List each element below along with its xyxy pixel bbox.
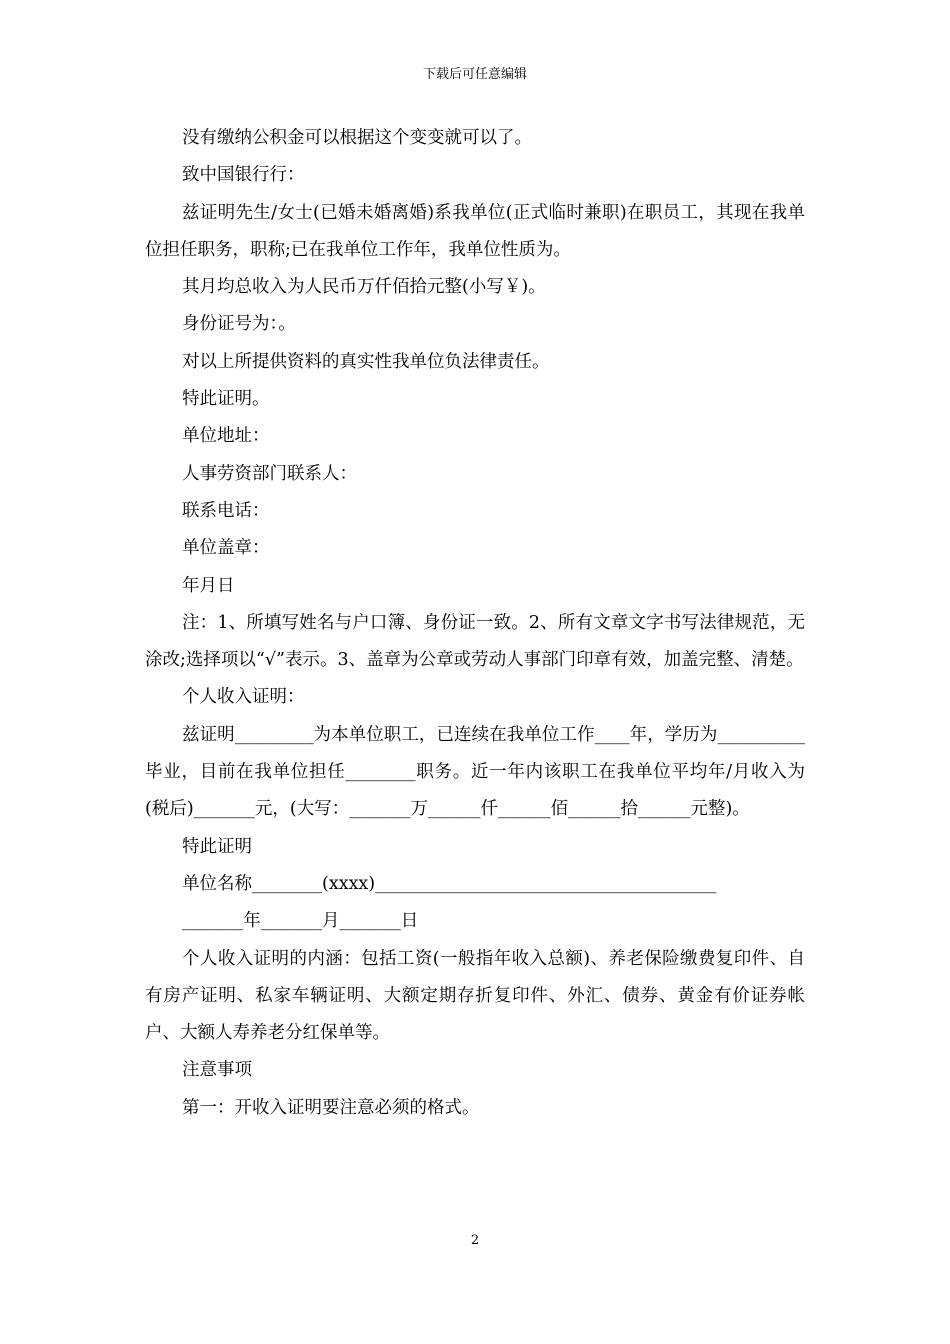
paragraph: 特此证明 xyxy=(182,836,252,857)
paragraph: 特此证明。 xyxy=(182,389,270,410)
paragraph: 身份证号为：。 xyxy=(182,314,296,335)
header-note: 下载后可任意编辑 xyxy=(422,67,527,82)
paragraph: _______年_______月_______日 xyxy=(182,911,419,932)
paragraph: 个人收入证明： xyxy=(182,687,305,708)
paragraph: 其月均总收入为人民币万仟佰拾元整(小写￥)。 xyxy=(182,277,546,298)
paragraph: 个人收入证明的内涵：包括工资(一般指年收入总额)、养老保险缴费复印件、自有房产证明、私家车辆证明、大额定期存折复印件、外汇、债券、黄金有价证券帐户、大额人寿养老分红保单等。 xyxy=(145,948,805,1044)
paragraph: 兹证明先生/女士(已婚未婚离婚)系我单位(正式临时兼职)在职员工，其现在我单位担任职务，职称;已在我单位工作年，我单位性质为。 xyxy=(145,202,805,260)
paragraph: 对以上所提供资料的真实性我单位负法律责任。 xyxy=(182,351,550,372)
paragraph: 单位名称________(xxxx)_______________________________________ xyxy=(182,873,717,894)
paragraph: 单位地址： xyxy=(182,426,270,447)
page-footer xyxy=(0,1232,950,1250)
paragraph: 年月日 xyxy=(182,575,235,596)
page-header xyxy=(0,66,950,84)
paragraph: 没有缴纳公积金可以根据这个变变就可以了。 xyxy=(182,128,532,148)
page-number: 2 xyxy=(470,1233,480,1248)
document-body xyxy=(145,120,805,1127)
paragraph: 联系电话： xyxy=(182,500,270,521)
paragraph: 单位盖章： xyxy=(182,538,270,559)
paragraph: 人事劳资部门联系人： xyxy=(182,463,357,484)
paragraph: 注意事项 xyxy=(182,1060,252,1081)
paragraph: 致中国银行行： xyxy=(182,165,305,186)
paragraph: 注：1、所填写姓名与户口簿、身份证一致。2、所有文章文字书写法律规范，无涂改;选择项以“√”表示。3、盖章为公章或劳动人事部门印章有效，加盖完整、清楚。 xyxy=(145,612,805,671)
paragraph: 兹证明_________为本单位职工，已连续在我单位工作____年，学历为__________毕业，目前在我单位担任________职务。近一年内该职工在我单位平均年/月收入为(税后)_______元，(大写：_______万______仟______佰______拾______元整)。 xyxy=(145,724,805,820)
paragraph: 第一：开收入证明要注意必须的格式。 xyxy=(182,1097,480,1118)
